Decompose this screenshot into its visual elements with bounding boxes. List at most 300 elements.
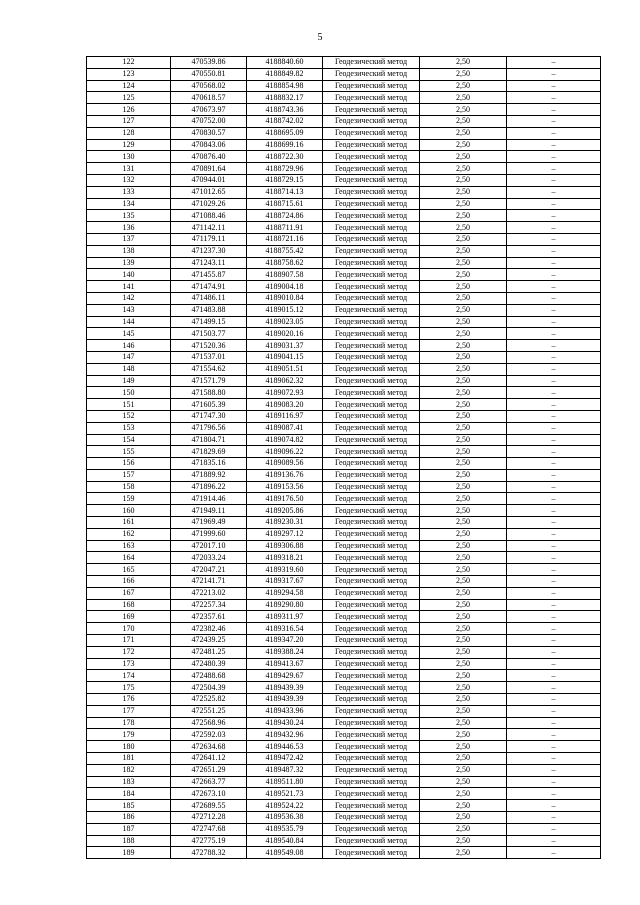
method-cell: Геодезический метод <box>323 646 420 658</box>
y-coordinate-cell: 4189116.97 <box>247 410 323 422</box>
method-cell: Геодезический метод <box>323 351 420 363</box>
point-number-cell: 142 <box>87 292 171 304</box>
x-coordinate-cell: 472357.61 <box>171 611 247 623</box>
method-cell: Геодезический метод <box>323 210 420 222</box>
accuracy-cell: 2,50 <box>420 646 507 658</box>
method-cell: Геодезический метод <box>323 340 420 352</box>
method-cell: Геодезический метод <box>323 281 420 293</box>
description-cell: – <box>507 552 601 564</box>
accuracy-cell: 2,50 <box>420 198 507 210</box>
point-number-cell: 150 <box>87 387 171 399</box>
point-number-cell: 140 <box>87 269 171 281</box>
x-coordinate-cell: 472689.55 <box>171 800 247 812</box>
table-row <box>87 340 601 352</box>
table-row <box>87 245 601 257</box>
y-coordinate-cell: 4189439.39 <box>247 694 323 706</box>
table-row <box>87 399 601 411</box>
table-row <box>87 210 601 222</box>
y-coordinate-cell: 4189413.67 <box>247 658 323 670</box>
point-number-cell: 157 <box>87 469 171 481</box>
table-row <box>87 222 601 234</box>
method-cell: Геодезический метод <box>323 764 420 776</box>
x-coordinate-cell: 472481.25 <box>171 646 247 658</box>
point-number-cell: 146 <box>87 340 171 352</box>
description-cell: – <box>507 682 601 694</box>
description-cell: – <box>507 80 601 92</box>
description-cell: – <box>507 788 601 800</box>
table-row <box>87 68 601 80</box>
y-coordinate-cell: 4189041.15 <box>247 351 323 363</box>
method-cell: Геодезический метод <box>323 847 420 859</box>
description-cell: – <box>507 351 601 363</box>
table-row <box>87 788 601 800</box>
point-number-cell: 189 <box>87 847 171 859</box>
accuracy-cell: 2,50 <box>420 375 507 387</box>
accuracy-cell: 2,50 <box>420 269 507 281</box>
accuracy-cell: 2,50 <box>420 611 507 623</box>
point-number-cell: 180 <box>87 741 171 753</box>
table-row <box>87 328 601 340</box>
accuracy-cell: 2,50 <box>420 576 507 588</box>
table-row <box>87 410 601 422</box>
point-number-cell: 158 <box>87 481 171 493</box>
accuracy-cell: 2,50 <box>420 210 507 222</box>
point-number-cell: 153 <box>87 422 171 434</box>
method-cell: Геодезический метод <box>323 469 420 481</box>
point-number-cell: 160 <box>87 505 171 517</box>
description-cell: – <box>507 623 601 635</box>
description-cell: – <box>507 210 601 222</box>
y-coordinate-cell: 4189347.20 <box>247 635 323 647</box>
x-coordinate-cell: 472651.29 <box>171 764 247 776</box>
description-cell: – <box>507 517 601 529</box>
x-coordinate-cell: 472047.21 <box>171 564 247 576</box>
method-cell: Геодезический метод <box>323 599 420 611</box>
point-number-cell: 186 <box>87 812 171 824</box>
table-row <box>87 127 601 139</box>
accuracy-cell: 2,50 <box>420 812 507 824</box>
point-number-cell: 162 <box>87 528 171 540</box>
accuracy-cell: 2,50 <box>420 434 507 446</box>
method-cell: Геодезический метод <box>323 174 420 186</box>
table-row <box>87 623 601 635</box>
accuracy-cell: 2,50 <box>420 682 507 694</box>
point-number-cell: 129 <box>87 139 171 151</box>
description-cell: – <box>507 104 601 116</box>
table-row <box>87 611 601 623</box>
y-coordinate-cell: 4189023.05 <box>247 316 323 328</box>
table-row <box>87 233 601 245</box>
x-coordinate-cell: 472480.39 <box>171 658 247 670</box>
x-coordinate-cell: 471605.39 <box>171 399 247 411</box>
point-number-cell: 176 <box>87 694 171 706</box>
description-cell: – <box>507 776 601 788</box>
point-number-cell: 181 <box>87 753 171 765</box>
table-row <box>87 776 601 788</box>
table-row <box>87 694 601 706</box>
description-cell: – <box>507 540 601 552</box>
point-number-cell: 161 <box>87 517 171 529</box>
accuracy-cell: 2,50 <box>420 92 507 104</box>
y-coordinate-cell: 4189089.56 <box>247 458 323 470</box>
method-cell: Геодезический метод <box>323 328 420 340</box>
x-coordinate-cell: 472439.25 <box>171 635 247 647</box>
accuracy-cell: 2,50 <box>420 104 507 116</box>
method-cell: Геодезический метод <box>323 269 420 281</box>
method-cell: Геодезический метод <box>323 80 420 92</box>
x-coordinate-cell: 470550.81 <box>171 68 247 80</box>
y-coordinate-cell: 4189297.12 <box>247 528 323 540</box>
method-cell: Геодезический метод <box>323 694 420 706</box>
method-cell: Геодезический метод <box>323 104 420 116</box>
y-coordinate-cell: 4188907.58 <box>247 269 323 281</box>
point-number-cell: 169 <box>87 611 171 623</box>
method-cell: Геодезический метод <box>323 292 420 304</box>
method-cell: Геодезический метод <box>323 788 420 800</box>
point-number-cell: 126 <box>87 104 171 116</box>
x-coordinate-cell: 472641.12 <box>171 753 247 765</box>
table-row <box>87 682 601 694</box>
x-coordinate-cell: 470752.00 <box>171 115 247 127</box>
x-coordinate-cell: 472504.39 <box>171 682 247 694</box>
description-cell: – <box>507 222 601 234</box>
accuracy-cell: 2,50 <box>420 670 507 682</box>
point-number-cell: 131 <box>87 163 171 175</box>
x-coordinate-cell: 471969.49 <box>171 517 247 529</box>
accuracy-cell: 2,50 <box>420 257 507 269</box>
x-coordinate-cell: 471088.46 <box>171 210 247 222</box>
description-cell: – <box>507 281 601 293</box>
method-cell: Геодезический метод <box>323 387 420 399</box>
y-coordinate-cell: 4188755.42 <box>247 245 323 257</box>
y-coordinate-cell: 4189549.08 <box>247 847 323 859</box>
method-cell: Геодезический метод <box>323 163 420 175</box>
x-coordinate-cell: 471474.91 <box>171 281 247 293</box>
method-cell: Геодезический метод <box>323 68 420 80</box>
y-coordinate-cell: 4188854.98 <box>247 80 323 92</box>
x-coordinate-cell: 470618.57 <box>171 92 247 104</box>
y-coordinate-cell: 4189540.84 <box>247 835 323 847</box>
method-cell: Геодезический метод <box>323 528 420 540</box>
table-row <box>87 564 601 576</box>
y-coordinate-cell: 4189511.80 <box>247 776 323 788</box>
method-cell: Геодезический метод <box>323 493 420 505</box>
description-cell: – <box>507 115 601 127</box>
description-cell: – <box>507 564 601 576</box>
x-coordinate-cell: 470944.01 <box>171 174 247 186</box>
table-row <box>87 576 601 588</box>
x-coordinate-cell: 471588.80 <box>171 387 247 399</box>
description-cell: – <box>507 658 601 670</box>
method-cell: Геодезический метод <box>323 587 420 599</box>
description-cell: – <box>507 800 601 812</box>
table-row <box>87 481 601 493</box>
accuracy-cell: 2,50 <box>420 127 507 139</box>
method-cell: Геодезический метод <box>323 552 420 564</box>
point-number-cell: 165 <box>87 564 171 576</box>
y-coordinate-cell: 4189176.50 <box>247 493 323 505</box>
y-coordinate-cell: 4188721.16 <box>247 233 323 245</box>
point-number-cell: 139 <box>87 257 171 269</box>
point-number-cell: 155 <box>87 446 171 458</box>
accuracy-cell: 2,50 <box>420 316 507 328</box>
table-row <box>87 847 601 859</box>
description-cell: – <box>507 422 601 434</box>
y-coordinate-cell: 4188722.30 <box>247 151 323 163</box>
description-cell: – <box>507 387 601 399</box>
x-coordinate-cell: 471237.30 <box>171 245 247 257</box>
method-cell: Геодезический метод <box>323 115 420 127</box>
x-coordinate-cell: 470843.06 <box>171 139 247 151</box>
x-coordinate-cell: 472488.68 <box>171 670 247 682</box>
method-cell: Геодезический метод <box>323 776 420 788</box>
table-row <box>87 115 601 127</box>
method-cell: Геодезический метод <box>323 57 420 69</box>
description-cell: – <box>507 92 601 104</box>
table-row <box>87 198 601 210</box>
y-coordinate-cell: 4189536.38 <box>247 812 323 824</box>
method-cell: Геодезический метод <box>323 410 420 422</box>
x-coordinate-cell: 472747.68 <box>171 823 247 835</box>
table-row <box>87 257 601 269</box>
description-cell: – <box>507 469 601 481</box>
description-cell: – <box>507 812 601 824</box>
method-cell: Геодезический метод <box>323 151 420 163</box>
page-number: 5 <box>317 32 323 43</box>
point-number-cell: 166 <box>87 576 171 588</box>
x-coordinate-cell: 471889.92 <box>171 469 247 481</box>
table-row <box>87 104 601 116</box>
description-cell: – <box>507 528 601 540</box>
y-coordinate-cell: 4189083.20 <box>247 399 323 411</box>
y-coordinate-cell: 4189205.86 <box>247 505 323 517</box>
method-cell: Геодезический метод <box>323 257 420 269</box>
point-number-cell: 128 <box>87 127 171 139</box>
accuracy-cell: 2,50 <box>420 517 507 529</box>
point-number-cell: 132 <box>87 174 171 186</box>
table-row <box>87 800 601 812</box>
accuracy-cell: 2,50 <box>420 281 507 293</box>
point-number-cell: 145 <box>87 328 171 340</box>
accuracy-cell: 2,50 <box>420 233 507 245</box>
method-cell: Геодезический метод <box>323 670 420 682</box>
accuracy-cell: 2,50 <box>420 340 507 352</box>
point-number-cell: 187 <box>87 823 171 835</box>
x-coordinate-cell: 471012.65 <box>171 186 247 198</box>
method-cell: Геодезический метод <box>323 198 420 210</box>
description-cell: – <box>507 151 601 163</box>
accuracy-cell: 2,50 <box>420 458 507 470</box>
table-row <box>87 705 601 717</box>
accuracy-cell: 2,50 <box>420 57 507 69</box>
description-cell: – <box>507 163 601 175</box>
y-coordinate-cell: 4189096.22 <box>247 446 323 458</box>
x-coordinate-cell: 470539.86 <box>171 57 247 69</box>
table-row <box>87 363 601 375</box>
y-coordinate-cell: 4189153.56 <box>247 481 323 493</box>
x-coordinate-cell: 470891.64 <box>171 163 247 175</box>
point-number-cell: 177 <box>87 705 171 717</box>
point-number-cell: 164 <box>87 552 171 564</box>
table-row <box>87 57 601 69</box>
accuracy-cell: 2,50 <box>420 540 507 552</box>
method-cell: Геодезический метод <box>323 576 420 588</box>
description-cell: – <box>507 316 601 328</box>
accuracy-cell: 2,50 <box>420 658 507 670</box>
accuracy-cell: 2,50 <box>420 469 507 481</box>
table-row <box>87 269 601 281</box>
point-number-cell: 123 <box>87 68 171 80</box>
accuracy-cell: 2,50 <box>420 410 507 422</box>
point-number-cell: 127 <box>87 115 171 127</box>
accuracy-cell: 2,50 <box>420 186 507 198</box>
method-cell: Геодезический метод <box>323 375 420 387</box>
accuracy-cell: 2,50 <box>420 351 507 363</box>
x-coordinate-cell: 472673.10 <box>171 788 247 800</box>
description-cell: – <box>507 399 601 411</box>
method-cell: Геодезический метод <box>323 139 420 151</box>
x-coordinate-cell: 471486.11 <box>171 292 247 304</box>
y-coordinate-cell: 4189535.79 <box>247 823 323 835</box>
x-coordinate-cell: 472141.71 <box>171 576 247 588</box>
x-coordinate-cell: 471914.46 <box>171 493 247 505</box>
description-cell: – <box>507 635 601 647</box>
method-cell: Геодезический метод <box>323 623 420 635</box>
point-number-cell: 151 <box>87 399 171 411</box>
description-cell: – <box>507 576 601 588</box>
x-coordinate-cell: 471499.15 <box>171 316 247 328</box>
y-coordinate-cell: 4189031.37 <box>247 340 323 352</box>
table-row <box>87 151 601 163</box>
point-number-cell: 170 <box>87 623 171 635</box>
point-number-cell: 182 <box>87 764 171 776</box>
y-coordinate-cell: 4188743.36 <box>247 104 323 116</box>
description-cell: – <box>507 694 601 706</box>
method-cell: Геодезический метод <box>323 186 420 198</box>
table-row <box>87 375 601 387</box>
description-cell: – <box>507 375 601 387</box>
method-cell: Геодезический метод <box>323 233 420 245</box>
point-number-cell: 174 <box>87 670 171 682</box>
x-coordinate-cell: 472775.19 <box>171 835 247 847</box>
table-row <box>87 823 601 835</box>
description-cell: – <box>507 174 601 186</box>
table-row <box>87 635 601 647</box>
y-coordinate-cell: 4189015.12 <box>247 304 323 316</box>
y-coordinate-cell: 4189311.97 <box>247 611 323 623</box>
y-coordinate-cell: 4189136.76 <box>247 469 323 481</box>
description-cell: – <box>507 587 601 599</box>
accuracy-cell: 2,50 <box>420 623 507 635</box>
description-cell: – <box>507 458 601 470</box>
point-number-cell: 172 <box>87 646 171 658</box>
accuracy-cell: 2,50 <box>420 304 507 316</box>
point-number-cell: 137 <box>87 233 171 245</box>
accuracy-cell: 2,50 <box>420 587 507 599</box>
table-row <box>87 753 601 765</box>
table-row <box>87 80 601 92</box>
method-cell: Геодезический метод <box>323 564 420 576</box>
point-number-cell: 138 <box>87 245 171 257</box>
description-cell: – <box>507 611 601 623</box>
y-coordinate-cell: 4189318.21 <box>247 552 323 564</box>
method-cell: Геодезический метод <box>323 741 420 753</box>
method-cell: Геодезический метод <box>323 422 420 434</box>
point-number-cell: 154 <box>87 434 171 446</box>
accuracy-cell: 2,50 <box>420 717 507 729</box>
y-coordinate-cell: 4189446.53 <box>247 741 323 753</box>
method-cell: Геодезический метод <box>323 729 420 741</box>
point-number-cell: 130 <box>87 151 171 163</box>
table-row <box>87 658 601 670</box>
table-row <box>87 812 601 824</box>
description-cell: – <box>507 245 601 257</box>
accuracy-cell: 2,50 <box>420 528 507 540</box>
y-coordinate-cell: 4189051.51 <box>247 363 323 375</box>
table-row <box>87 764 601 776</box>
description-cell: – <box>507 139 601 151</box>
x-coordinate-cell: 471835.16 <box>171 458 247 470</box>
method-cell: Геодезический метод <box>323 481 420 493</box>
accuracy-cell: 2,50 <box>420 222 507 234</box>
table-row <box>87 540 601 552</box>
accuracy-cell: 2,50 <box>420 729 507 741</box>
description-cell: – <box>507 434 601 446</box>
method-cell: Геодезический метод <box>323 635 420 647</box>
description-cell: – <box>507 340 601 352</box>
method-cell: Геодезический метод <box>323 682 420 694</box>
table-row <box>87 458 601 470</box>
y-coordinate-cell: 4189294.58 <box>247 587 323 599</box>
method-cell: Геодезический метод <box>323 434 420 446</box>
y-coordinate-cell: 4189072.93 <box>247 387 323 399</box>
y-coordinate-cell: 4189230.31 <box>247 517 323 529</box>
accuracy-cell: 2,50 <box>420 635 507 647</box>
table-row <box>87 552 601 564</box>
description-cell: – <box>507 741 601 753</box>
description-cell: – <box>507 363 601 375</box>
accuracy-cell: 2,50 <box>420 328 507 340</box>
point-number-cell: 178 <box>87 717 171 729</box>
y-coordinate-cell: 4189004.18 <box>247 281 323 293</box>
y-coordinate-cell: 4189430.24 <box>247 717 323 729</box>
y-coordinate-cell: 4189432.96 <box>247 729 323 741</box>
description-cell: – <box>507 304 601 316</box>
description-cell: – <box>507 823 601 835</box>
description-cell: – <box>507 505 601 517</box>
method-cell: Геодезический метод <box>323 812 420 824</box>
accuracy-cell: 2,50 <box>420 115 507 127</box>
method-cell: Геодезический метод <box>323 92 420 104</box>
y-coordinate-cell: 4188840.60 <box>247 57 323 69</box>
description-cell: – <box>507 57 601 69</box>
description-cell: – <box>507 599 601 611</box>
method-cell: Геодезический метод <box>323 705 420 717</box>
x-coordinate-cell: 471243.11 <box>171 257 247 269</box>
x-coordinate-cell: 472257.34 <box>171 599 247 611</box>
point-number-cell: 173 <box>87 658 171 670</box>
table-body <box>87 57 601 859</box>
point-number-cell: 136 <box>87 222 171 234</box>
y-coordinate-cell: 4189487.32 <box>247 764 323 776</box>
point-number-cell: 185 <box>87 800 171 812</box>
x-coordinate-cell: 471179.11 <box>171 233 247 245</box>
table-row <box>87 646 601 658</box>
x-coordinate-cell: 471142.11 <box>171 222 247 234</box>
point-number-cell: 175 <box>87 682 171 694</box>
y-coordinate-cell: 4188758.62 <box>247 257 323 269</box>
method-cell: Геодезический метод <box>323 540 420 552</box>
